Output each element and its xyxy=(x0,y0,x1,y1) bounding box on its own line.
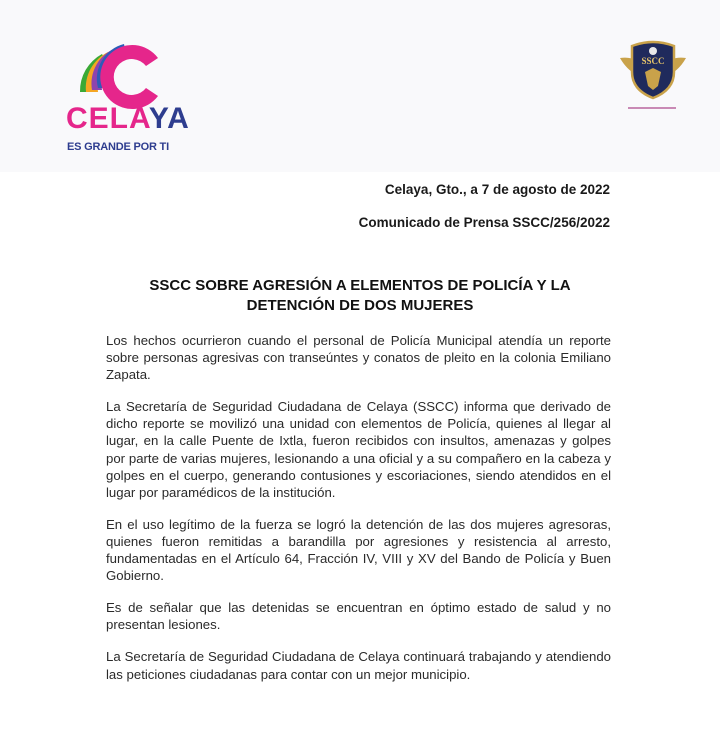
wordmark-part-2: A xyxy=(129,102,149,135)
paragraph-4: Es de señalar que las detenidas se encuentran en óptimo estado de salud y no presentan lesiones. xyxy=(106,600,611,633)
paragraph-2: La Secretaría de Seguridad Ciudadana de Celaya (SSCC) informa que derivado de dicho reporte se movilizó una unidad con elementos de Policía, quienes al llegar al lugar, en la calle Puente de Ixtla, fueron recibidos con insultos, amenazas y golpes por parte de varias mujeres, lesionando a una oficial y a su compañero en la cabeza y golpes en el cuerpo, generando contusiones y escoriaciones, siendo atendidos en el lugar por paramédicos de la institución. xyxy=(106,399,611,500)
paragraph-1: Los hechos ocurrieron cuando el personal de Policía Municipal atendía un reporte sobre personas agresivas con transeúntes y conatos de pleito en la colonia Emiliano Zapata. xyxy=(106,333,611,383)
wordmark-part-1: CEL xyxy=(66,102,129,135)
emblem-underline xyxy=(628,107,676,109)
place-date: Celaya, Gto., a 7 de agosto de 2022 xyxy=(384,182,610,197)
sscc-shield-emblem-icon xyxy=(618,38,688,100)
celaya-wordmark xyxy=(66,104,190,134)
wordmark-part-3: YA xyxy=(148,102,190,135)
document-title xyxy=(110,276,610,316)
paragraph-3: En el uso legítimo de la fuerza se logró la detención de las dos mujeres agresoras, quienes fueron remitidas a barandilla por agresiones y resistencia al arresto, fundamentadas en el Artículo 64, Fracción IV, VIII y XV del Bando de Policía y Buen Gobierno. xyxy=(106,516,611,584)
title-line-1: SSCC SOBRE AGRESIÓN A ELEMENTOS DE POLICÍA Y LA xyxy=(149,277,571,294)
title-line-2: DETENCIÓN DE DOS MUJERES xyxy=(246,297,474,314)
paragraph-5: La Secretaría de Seguridad Ciudadana de Celaya continuará trabajando y atendiendo las peticiones ciudadanas para contar con un mejor municipio. xyxy=(106,649,611,682)
document-body xyxy=(106,332,611,698)
emblem-crest xyxy=(649,47,657,55)
celaya-tagline: ES GRANDE POR TI xyxy=(67,141,169,153)
emblem-label: SSCC xyxy=(641,56,665,66)
press-release-number: Comunicado de Prensa SSCC/256/2022 xyxy=(358,215,610,230)
